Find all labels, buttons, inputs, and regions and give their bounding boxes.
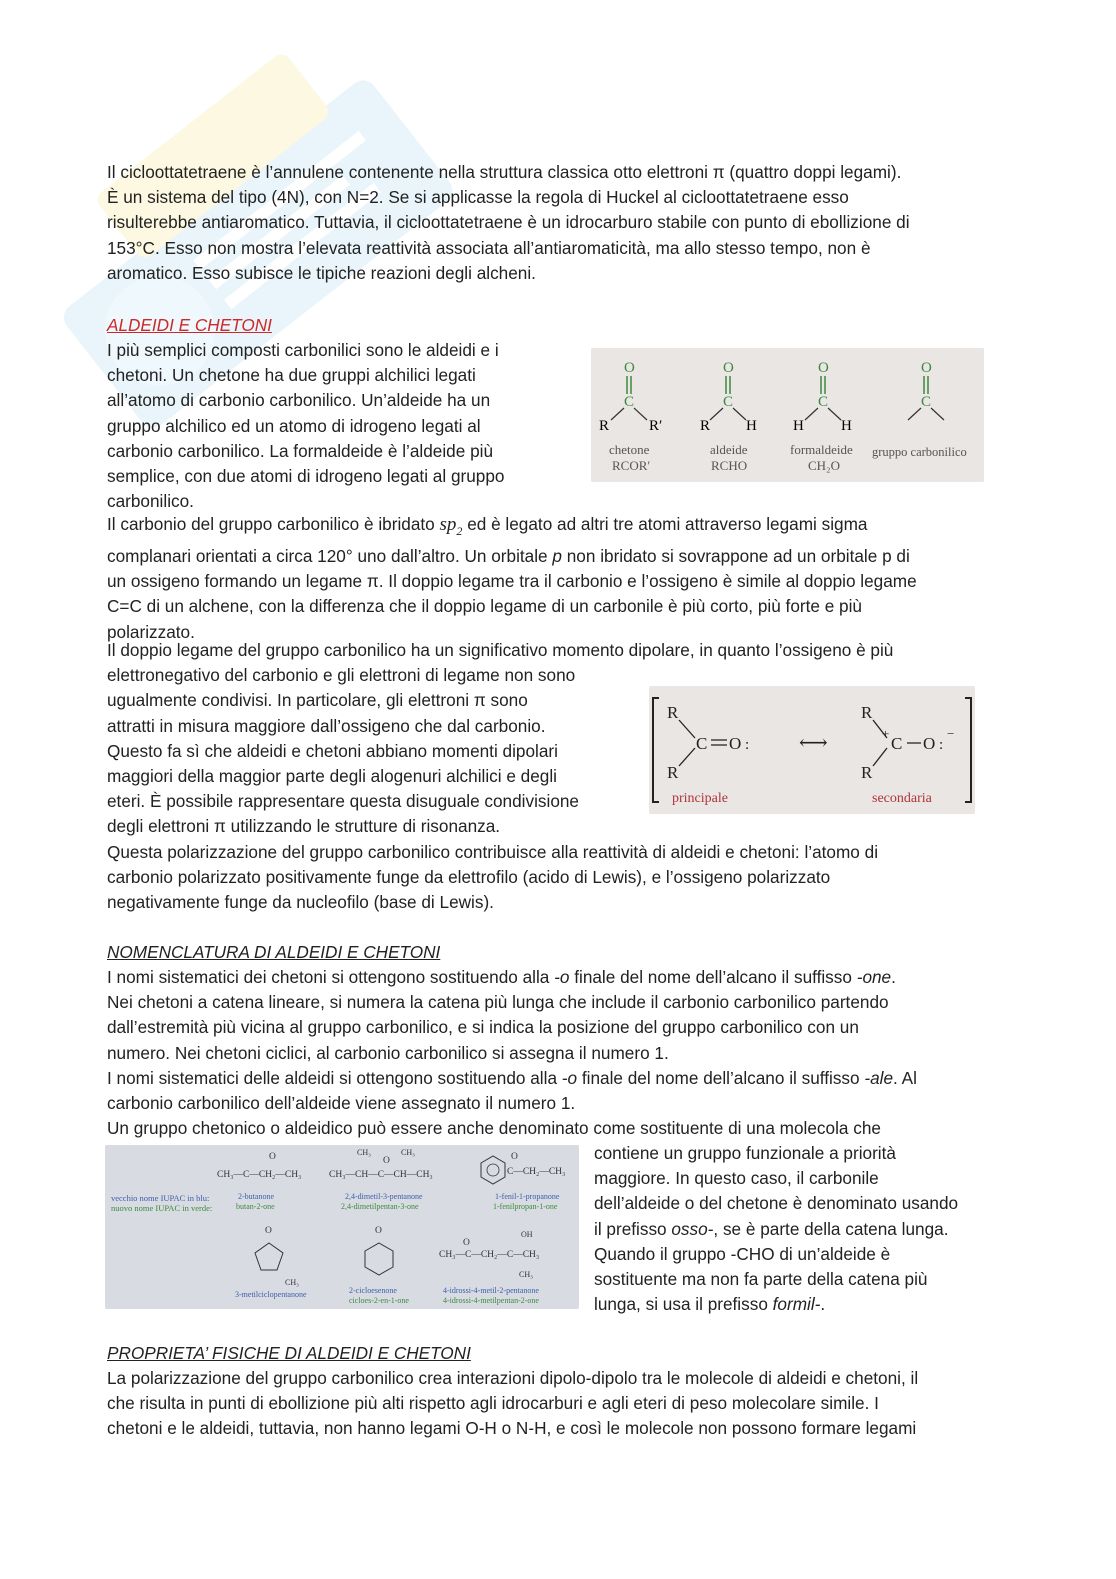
label-aldeide: aldeide [710, 442, 748, 457]
text-line: Quando il gruppo -CHO di un’aldeide è [594, 1243, 891, 1264]
text-line: chetoni. Un chetone ha due gruppi alchilici legati [107, 365, 476, 386]
text-line: I più semplici composti carbonilici sono le aldeidi e i [107, 340, 499, 360]
text-line: elettronegativo del carbonio e gli elettroni di legame non sono [107, 665, 576, 686]
label-secondaria: secondaria [872, 791, 932, 806]
figure-carbonyl-compounds [591, 348, 984, 482]
atom-o: O [624, 360, 635, 376]
ch3: CH₃ [401, 1148, 415, 1157]
orbital-p: p [552, 546, 562, 566]
text-line: 153°C. Esso non mostra l’elevata reattività associata all’antiaromaticità, ma allo stesso tempo, non è [107, 237, 871, 258]
text-line: carbonio carbonilico. La formaldeide è l’aldeide più [107, 440, 494, 461]
text-fragment: finale del nome dell’alcano il suffisso [581, 1067, 860, 1088]
formula-rcor: RCOR′ [612, 458, 651, 473]
text-line: carbonilico. [107, 491, 194, 512]
section2-paragraph-3 [594, 1141, 1014, 1317]
atom-c: C [921, 394, 932, 410]
text-line: carbonio carbonilico dell’aldeide viene assegnato il numero 1. [107, 1093, 576, 1114]
text-line: chetoni e le aldeidi, tuttavia, non hanno legami O-H o N-H, e così le molecole non possono formare legami [107, 1418, 917, 1439]
text-fragment: Il carbonio del gruppo carbonilico è ibridato [107, 514, 435, 534]
text-fragment: ed è legato ad altri tre atomi attraverso legami sigma [467, 514, 868, 534]
text-line: Un gruppo chetonico o aldeidico può essere anche denominato come sostituente di una molecola che [107, 1118, 881, 1139]
suffix-o: -o [561, 1067, 578, 1088]
text-line: Questa polarizzazione del gruppo carbonilico contribuisce alla reattività di aldeidi e chetoni: l’atomo di [107, 842, 879, 862]
svg-text::: : [745, 737, 750, 753]
atom-o: O [383, 1156, 390, 1166]
atom-o: O [723, 360, 734, 376]
section3-paragraph [107, 1366, 1017, 1442]
text-line: Nei chetoni a catena lineare, si numera la catena più lunga che include il carbonio carbonilico partendo [107, 992, 889, 1013]
text-fragment: I nomi sistematici delle aldeidi si ottengono sostituendo alla [107, 1067, 557, 1088]
text-line: dall’estremità più vicina al gruppo carbonilico, e si indica la posizione del gruppo carbonilico con un [107, 1017, 859, 1038]
name-old: 2,4-dimetil-3-pentanone [345, 1192, 423, 1201]
name-old: 4-idrossi-4-metil-2-pentanone [443, 1286, 539, 1295]
text-line: aromatico. Esso subisce le tipiche reazioni degli alcheni. [107, 262, 536, 283]
atom-r: R [599, 418, 610, 434]
formula: C—CH₂—CH₃ [507, 1167, 566, 1177]
svg-text::: : [939, 737, 944, 753]
text-line [594, 1292, 1014, 1317]
formula-ch2o: CH₂O [808, 458, 840, 473]
svg-text:−: − [947, 726, 955, 741]
atom-o: O [923, 734, 936, 753]
prefix-osso: osso- [671, 1218, 714, 1239]
ch3: CH₃ [357, 1148, 371, 1157]
text-line: eteri. È possibile rappresentare questa disuguale condivisione [107, 791, 579, 812]
section-heading-proprieta: PROPRIETA’ FISICHE DI ALDEIDI E CHETONI [107, 1343, 471, 1363]
name-new: cicloes-2-en-1-one [349, 1296, 409, 1305]
formula: CH₃—CH—C—CH—CH₃ [329, 1170, 433, 1180]
name-new: 2,4-dimetilpentan-3-one [341, 1202, 419, 1211]
name-new: 4-idrossi-4-metilpentan-2-one [443, 1296, 539, 1305]
text-line: polarizzato. [107, 621, 195, 642]
atom-c: C [818, 394, 829, 410]
atom-o: O [269, 1152, 276, 1162]
oh: OH [521, 1230, 533, 1239]
label-principale: principale [672, 791, 728, 806]
atom-r: R [667, 763, 679, 782]
formula: CH₃—C—CH₂—CH₃ [217, 1170, 302, 1180]
text-line: I nomi sistematici dei chetoni si ottengono sostituendo alla -o finale del nome dell’alcano il suffisso -one. [107, 967, 896, 987]
text-fragment: , se è parte della catena lunga. [713, 1218, 949, 1239]
text-fragment: . [820, 1294, 826, 1315]
text-line: carbonio polarizzato positivamente funge da elettrofilo (acido di Lewis), e l’ossigeno polarizzato [107, 867, 831, 888]
svg-text:+: + [882, 726, 890, 741]
text-line: semplice, con due atomi di idrogeno legati al gruppo [107, 466, 505, 487]
text-line: Questo fa sì che aldeidi e chetoni abbiano momenti dipolari [107, 740, 558, 761]
label-chetone: chetone [609, 442, 650, 457]
section-heading-nomenclatura: NOMENCLATURA DI ALDEIDI E CHETONI [107, 942, 441, 962]
label-formaldeide: formaldeide [790, 442, 853, 457]
name-new: 1-fenilpropan-1-one [493, 1202, 558, 1211]
atom-o: O [729, 734, 742, 753]
atom-r: R [667, 703, 679, 722]
text-line: La polarizzazione del gruppo carbonilico crea interazioni dipolo-dipolo tra le molecole di aldeidi e chetoni, il [107, 1368, 919, 1388]
text-line: gruppo alchilico ed un atomo di idrogeno legati al [107, 415, 481, 436]
text-line [107, 512, 1012, 544]
text-line: risulterebbe antiaromatico. Tuttavia, il cicloottatetraene è un idrocarburo stabile con punto di ebollizione di [107, 212, 910, 233]
atom-o: O [375, 1226, 382, 1236]
sp2-symbol: sp [439, 514, 457, 535]
atom-o: O [265, 1226, 272, 1236]
figure-nomenclature-examples [105, 1145, 579, 1309]
atom-r-prime: R′ [649, 418, 663, 434]
text-line: negativamente funge da nucleofilo (base di Lewis). [107, 892, 494, 913]
intro-paragraph [107, 160, 1012, 286]
text-line: maggiore. In questo caso, il carbonile [594, 1168, 879, 1189]
atom-c: C [696, 734, 708, 753]
section2-paragraph-1 [107, 965, 1012, 1141]
section1-paragraph-1 [107, 338, 567, 514]
text-line: C=C di un alchene, con la differenza che il doppio legame di un carbonile è più corto, più forte e più [107, 596, 862, 617]
formula: CH₃—C—CH₂—C—CH₃ [439, 1250, 540, 1260]
name-old: 2-butanone [238, 1192, 274, 1201]
name-old: 2-cicloesenone [349, 1286, 397, 1295]
text-line: ugualmente condivisi. In particolare, gli elettroni π sono [107, 690, 528, 711]
text-line [107, 544, 1012, 569]
ch3: CH₃ [519, 1270, 533, 1279]
legend-old-name: vecchio nome IUPAC in blu: [111, 1193, 210, 1203]
text-fragment: Al [901, 1067, 917, 1088]
atom-c: C [723, 394, 734, 410]
text-fragment: lunga, si usa il prefisso [594, 1294, 768, 1315]
text-line: degli elettroni π utilizzando le strutture di risonanza. [107, 816, 501, 837]
text-line: dell’aldeide o del chetone è denominato usando [594, 1193, 959, 1214]
atom-o: O [511, 1152, 518, 1162]
label-gruppo-carbonilico: gruppo carbonilico [872, 445, 967, 459]
prefix-formil: formil- [772, 1294, 821, 1315]
text-line: attratti in misura maggiore dall’ossigeno che dal carbonio. [107, 715, 546, 736]
text-line: maggiori della maggior parte degli alogenuri alchilici e degli [107, 766, 557, 787]
name-old: 1-fenil-1-propanone [495, 1192, 560, 1201]
section1-paragraph-2 [107, 512, 1012, 645]
atom-r: R [861, 703, 873, 722]
text-fragment: I nomi sistematici dei chetoni si ottengono sostituendo alla [107, 967, 550, 987]
atom-c: C [624, 394, 635, 410]
text-line: Il doppio legame del gruppo carbonilico ha un significativo momento dipolare, in quanto l’ossigeno è più [107, 640, 894, 660]
atom-r: R [700, 418, 711, 434]
text-fragment: finale del nome dell’alcano il suffisso [574, 967, 852, 987]
name-old: 3-metilciclopentanone [235, 1290, 307, 1299]
atom-h: H [841, 418, 852, 434]
text-line: all’atomo di carbonio carbonilico. Un’aldeide ha un [107, 390, 491, 411]
ch3: CH₃ [285, 1278, 299, 1287]
atom-o: O [463, 1238, 470, 1248]
legend-new-name: nuovo nome IUPAC in verde: [111, 1203, 213, 1213]
section-heading-aldeidi: ALDEIDI E CHETONI [107, 315, 272, 335]
resonance-arrow: ⟷ [799, 732, 828, 754]
suffix-o: -o [554, 967, 570, 987]
text-line [594, 1217, 1014, 1242]
figure-resonance-structures [649, 686, 975, 814]
text-line: numero. Nei chetoni ciclici, al carbonio carbonilico si assegna il numero 1. [107, 1042, 669, 1063]
name-new: butan-2-one [236, 1202, 275, 1211]
text-line: I nomi sistematici delle aldeidi si ottengono sostituendo alla -o finale del nome dell’alcano il suffisso -ale. Al [107, 1067, 917, 1088]
atom-o: O [921, 360, 932, 376]
atom-o: O [818, 360, 829, 376]
suffix-one: -one [856, 967, 892, 987]
text-line: Il cicloottatetraene è l’annulene contenente nella struttura classica otto elettroni π (quattro doppi legami). [107, 162, 902, 182]
atom-h: H [746, 418, 757, 434]
atom-c: C [891, 734, 903, 753]
atom-h: H [793, 418, 804, 434]
atom-r: R [861, 763, 873, 782]
text-fragment: complanari orientati a circa 120° uno dall’altro. Un orbitale [107, 546, 548, 566]
text-line: che risulta in punti di ebollizione più alti rispetto agli idrocarburi e agli eteri di peso molecolare simile. I [107, 1393, 879, 1414]
text-line: un ossigeno formando un legame π. Il doppio legame tra il carbonio e l’ossigeno è simile al doppio legame [107, 571, 917, 592]
section1-paragraph-4 [107, 840, 1012, 916]
text-fragment: il prefisso [594, 1218, 667, 1239]
formula-rcho: RCHO [711, 458, 748, 473]
text-line: È un sistema del tipo (4N), con N=2. Se si applicasse la regola di Huckel al cicloottatetraene esso [107, 187, 849, 208]
text-fragment: non ibridato si sovrappone ad un orbitale p di [566, 546, 910, 566]
suffix-ale: -ale [864, 1067, 894, 1088]
sp2-subscript: 2 [456, 523, 463, 538]
text-line: contiene un gruppo funzionale a priorità [594, 1143, 896, 1163]
text-line: sostituente ma non fa parte della catena più [594, 1269, 928, 1290]
